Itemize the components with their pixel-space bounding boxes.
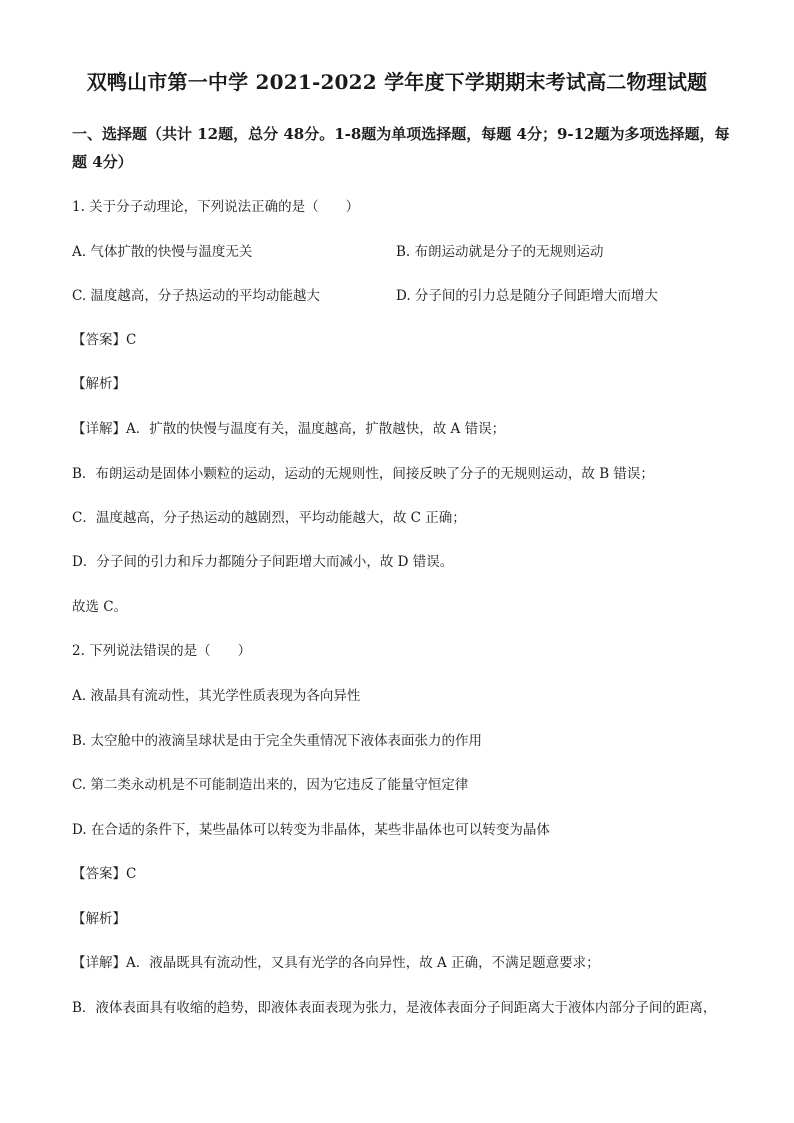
question-1-option-a: A. 气体扩散的快慢与温度无关 [72, 244, 253, 260]
question-1-stem: 1. 关于分子动理论，下列说法正确的是（ ） [72, 199, 360, 215]
question-2-detail-line: B．液体表面具有收缩的趋势，即液体表面表现为张力，是液体表面分子间距离大于液体内部分子间的距离， [72, 1000, 717, 1016]
question-1-detail-line: 【详解】A．扩散的快慢与温度有关，温度越高，扩散越快，故 A 错误； [72, 421, 506, 437]
question-1-answer: 【答案】C [72, 332, 137, 348]
question-1-analysis-label: 【解析】 [72, 376, 126, 392]
question-2-answer: 【答案】C [72, 866, 137, 882]
question-1-detail-line: C．温度越高，分子热运动的越剧烈，平均动能越大，故 C 正确； [72, 510, 466, 526]
question-1-option-b: B. 布朗运动就是分子的无规则运动 [396, 244, 604, 260]
question-2-detail-line: 【详解】A．液晶既具有流动性，又具有光学的各向异性，故 A 正确，不满足题意要求； [72, 955, 600, 971]
page-title: 双鸭山市第一中学 2021-2022 学年度下学期期末考试高二物理试题 [86, 70, 708, 94]
question-1-detail-line: B．布朗运动是固体小颗粒的运动，运动的无规则性，间接反映了分子的无规则运动，故 B 错误； [72, 466, 654, 482]
question-2-analysis-label: 【解析】 [72, 911, 126, 927]
section-heading: 一、选择题（共计 12题，总分 48分。1-8题为单项选择题，每题 4分；9-12题为多项选择题，每题 4分） [72, 125, 730, 171]
question-1-conclusion: 故选 C。 [72, 599, 128, 615]
question-2-option-b: B. 太空舱中的液滴呈球状是由于完全失重情况下液体表面张力的作用 [72, 733, 483, 749]
question-2-option-c: C. 第二类永动机是不可能制造出来的，因为它违反了能量守恒定律 [72, 777, 469, 793]
question-2-option-a: A. 液晶具有流动性，其光学性质表现为各向异性 [72, 688, 361, 704]
question-1-detail-line: D．分子间的引力和斥力都随分子间距增大而减小，故 D 错误。 [72, 554, 454, 570]
question-1-option-c: C. 温度越高，分子热运动的平均动能越大 [72, 288, 320, 304]
question-2-stem: 2. 下列说法错误的是（ ） [72, 643, 252, 659]
question-1-option-d: D. 分子间的引力总是随分子间距增大而增大 [396, 288, 658, 304]
question-2-option-d: D. 在合适的条件下，某些晶体可以转变为非晶体，某些非晶体也可以转变为晶体 [72, 822, 550, 838]
